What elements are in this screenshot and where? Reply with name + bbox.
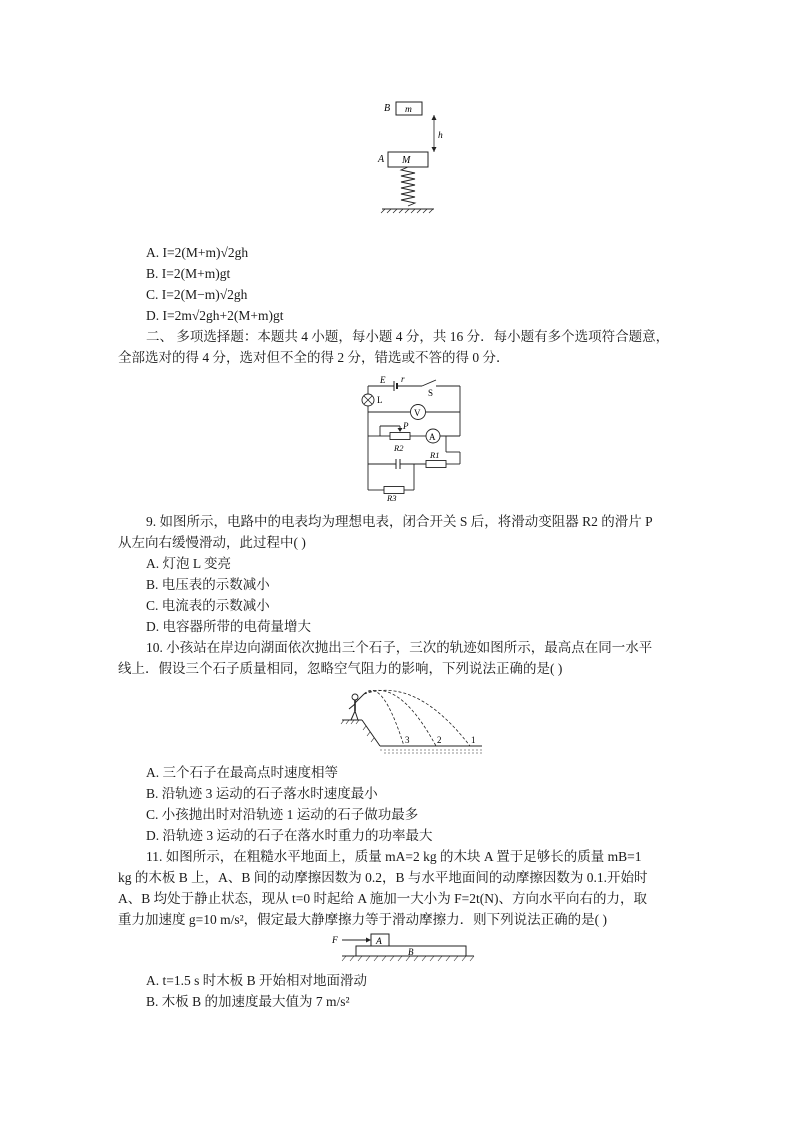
q8-option-b: B. I=2(M+m)gt bbox=[146, 266, 231, 281]
q9-option-a: A. 灯泡 L 变亮 bbox=[146, 556, 231, 571]
q11-stem-line1: 11. 如图所示，在粗糙水平地面上，质量 mA=2 kg 的木块 A 置于足够长的质量 mB=1 bbox=[146, 849, 642, 864]
q11-stem-line3: A、B 均处于静止状态，现从 t=0 时起给 A 施加一大小为 F=2t(N)、方向水平向右的力，取 bbox=[118, 891, 647, 906]
q10-option-b: B. 沿轨迹 3 运动的石子落水时速度最小 bbox=[146, 786, 378, 801]
q9-option-b: B. 电压表的示数减小 bbox=[146, 577, 270, 592]
q8-option-c: C. I=2(M−m)√2gh bbox=[146, 287, 248, 302]
trajectory-figure bbox=[336, 680, 486, 758]
q10-option-c: C. 小孩抛出时对沿轨迹 1 运动的石子做功最多 bbox=[146, 807, 419, 822]
label-board-b: B bbox=[408, 947, 414, 957]
label-s: S bbox=[428, 388, 434, 398]
q9-option-c: C. 电流表的示数减小 bbox=[146, 598, 270, 613]
trajectory-label-1: 1 bbox=[471, 735, 476, 745]
q11-stem-line4: 重力加速度 g=10 m/s²，假定最大静摩擦力等于滑动摩擦力．则下列说法正确的是( ) bbox=[118, 912, 608, 927]
circuit-figure bbox=[356, 372, 468, 502]
q9-stem-line1: 9. 如图所示，电路中的电表均为理想电表，闭合开关 S 后，将滑动变阻器 R2 的滑片 P bbox=[146, 514, 653, 529]
trajectory-label-2: 2 bbox=[437, 735, 442, 745]
label-b: B bbox=[384, 103, 391, 114]
q9-option-d: D. 电容器所带的电荷量增大 bbox=[146, 619, 311, 634]
label-v: V bbox=[414, 408, 421, 418]
block-board-figure bbox=[330, 930, 476, 966]
q9-stem-line2: 从左向右缓慢滑动，此过程中( ) bbox=[118, 535, 306, 550]
label-r: r bbox=[401, 374, 405, 384]
q8-option-d: D. I=2m√2gh+2(M+m)gt bbox=[146, 308, 284, 323]
label-ammeter: A bbox=[429, 432, 436, 442]
label-big-m: M bbox=[402, 155, 411, 166]
label-small-m: m bbox=[405, 105, 412, 115]
q11-option-b: B. 木板 B 的加速度最大值为 7 m/s² bbox=[146, 994, 350, 1009]
label-h: h bbox=[438, 131, 443, 141]
section2-line2: 全部选对的得 4 分，选对但不全的得 2 分，错选或不答的得 0 分． bbox=[118, 350, 510, 365]
label-f: F bbox=[332, 936, 338, 946]
label-a: A bbox=[378, 154, 385, 165]
label-e: E bbox=[380, 375, 386, 385]
label-r1: R1 bbox=[430, 450, 440, 460]
q10-stem-line1: 10. 小孩站在岸边向湖面依次抛出三个石子，三次的轨迹如图所示，最高点在同一水平 bbox=[146, 640, 653, 655]
spring-block-figure bbox=[370, 96, 460, 218]
q10-option-d: D. 沿轨迹 3 运动的石子在落水时重力的功率最大 bbox=[146, 828, 433, 843]
label-r2: R2 bbox=[394, 443, 404, 453]
q11-option-a: A. t=1.5 s 时木板 B 开始相对地面滑动 bbox=[146, 973, 367, 988]
q10-option-a: A. 三个石子在最高点时速度相等 bbox=[146, 765, 338, 780]
label-r3: R3 bbox=[387, 493, 397, 502]
label-l: L bbox=[377, 395, 383, 405]
label-block-a: A bbox=[376, 937, 382, 947]
q11-stem-line2: kg 的木板 B 上，A、B 间的动摩擦因数为 0.2，B 与水平地面间的动摩擦因数为 0.1.开始时 bbox=[118, 870, 648, 885]
section2-line1: 二、 多项选择题：本题共 4 小题，每小题 4 分，共 16 分．每小题有多个选项符合题意， bbox=[146, 329, 670, 344]
q10-stem-line2: 线上．假设三个石子质量相同，忽略空气阻力的影响，下列说法正确的是( ) bbox=[118, 661, 563, 676]
q8-option-a: A. I=2(M+m)√2gh bbox=[146, 245, 249, 260]
trajectory-label-3: 3 bbox=[405, 735, 410, 745]
label-p: P bbox=[403, 421, 409, 431]
